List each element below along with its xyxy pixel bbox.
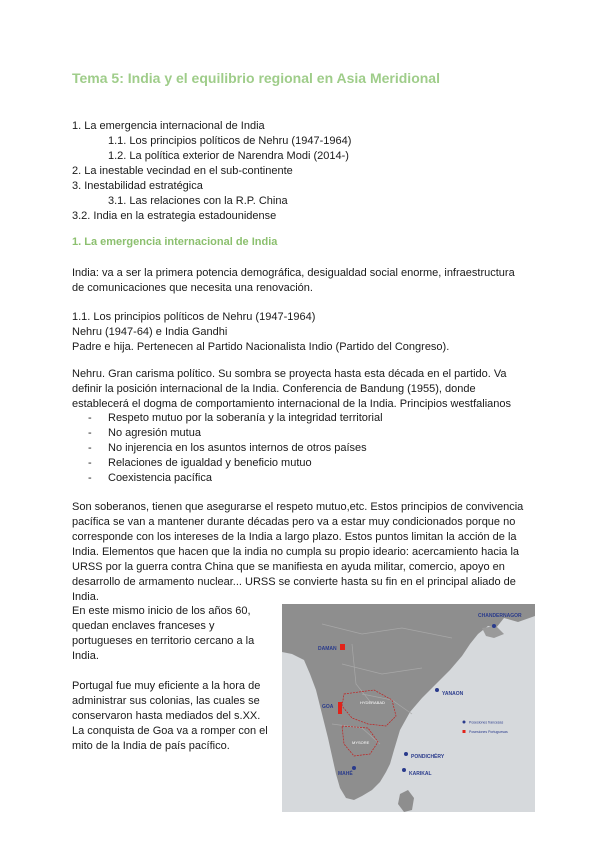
legend-portuguese-icon <box>463 730 466 733</box>
principles-list <box>88 411 383 486</box>
toc-item: 3.2. India en la estrategia estadounidense <box>72 210 277 222</box>
page-title: Tema 5: India y el equilibrio regional en Asia Meridional <box>72 70 440 86</box>
text-line: quedan enclaves franceses y <box>72 620 215 632</box>
table-of-contents <box>72 119 351 224</box>
text-line: India. Elementos que hacen que la india no cumpla su propio ideario: acercamiento hacia la <box>72 546 520 558</box>
text-line: Padre e hija. Pertenecen al Partido Nacionalista Indio (Partido del Congreso). <box>72 341 450 353</box>
map-svg <box>282 604 535 812</box>
toc-item: 3. Inestabilidad estratégica <box>72 180 203 192</box>
mahe-label: MAHÉ <box>338 771 353 777</box>
list-item: - No injerencia en los asuntos internos de otros países <box>88 442 367 454</box>
list-item: - No agresión mutua <box>88 427 201 439</box>
list-item: - Relaciones de igualdad y beneficio mutuo <box>88 457 312 469</box>
text-line: definir la posición internacional de la India. Conferencia de Bandung (1955), donde <box>72 383 476 395</box>
toc-item: 1.1. Los principios políticos de Nehru (1947-1964) <box>108 135 352 147</box>
text-line <box>72 664 268 679</box>
text-line: India: va a ser la primera potencia demográfica, desigualdad social enorme, infraestructura <box>72 267 515 279</box>
text-line: mito de la India de país pacífico. <box>72 740 230 752</box>
colonial-enclaves-map <box>282 604 535 812</box>
daman-label: DAMAN <box>318 646 337 652</box>
yanaon-marker <box>435 688 439 692</box>
toc-item: 1. La emergencia internacional de India <box>72 120 265 132</box>
karikal-label: KARIKAL <box>409 771 432 777</box>
mysore-label: MYSORE <box>352 740 370 745</box>
text-line: desarrollo de armamento nuclear... URSS se convierte hasta su fin en el principal aliado de <box>72 576 516 588</box>
text-line: corresponde con los intereses de la India a largo plazo. Estos puntos limitan la acción de la <box>72 531 517 543</box>
bullet-dash: - <box>88 412 92 424</box>
text-line: Nehru. Gran carisma político. Su sombra se proyecta hasta esta década en el partido. Va <box>72 368 507 380</box>
text-line: pacífica se van a mantener durante décadas pero va a estar muy condicionados porque no <box>72 516 516 528</box>
nehru-paragraph <box>72 367 532 412</box>
section-heading: 1. La emergencia internacional de India <box>72 236 278 248</box>
nehru-block <box>72 310 532 355</box>
text-line: En este mismo inicio de los años 60, <box>72 605 251 617</box>
text-line: URSS por la guerra contra China que se manifiesta en ayuda militar, comercio, apoyo en <box>72 561 505 573</box>
list-item: - Respeto mutuo por la soberanía y la integridad territorial <box>88 412 383 424</box>
bullet-dash: - <box>88 427 92 439</box>
mahe-marker <box>352 766 356 770</box>
chandernagor-marker <box>492 624 496 628</box>
bullet-dash: - <box>88 472 92 484</box>
karikal-marker <box>402 768 406 772</box>
pondichery-label: PONDICHÉRY <box>411 754 445 760</box>
legend-french-icon <box>463 721 466 724</box>
text-line: Nehru (1947-64) e India Gandhi <box>72 326 228 338</box>
text-line: India. <box>72 591 99 603</box>
daman-marker <box>340 644 345 650</box>
goa-label: GOA <box>322 704 334 710</box>
sovereign-paragraph <box>72 500 532 605</box>
yanaon-label: YANAON <box>442 691 464 697</box>
text-line: administrar sus colonias, las cuales se <box>72 695 260 707</box>
bullet-dash: - <box>88 457 92 469</box>
intro-paragraph <box>72 266 532 296</box>
text-line: establecerá el dogma de comportamiento internacional de la India. Principios westfalianos <box>72 398 512 410</box>
chandernagor-label: CHANDERNAGOR <box>478 613 522 619</box>
text-line: conservaron hasta mediados del s.XX. <box>72 710 261 722</box>
bullet-dash: - <box>88 442 92 454</box>
side-text <box>72 604 268 754</box>
text-line: Son soberanos, tienen que asegurarse el respeto mutuo,etc. Estos principios de convivencia <box>72 501 524 513</box>
legend-french-label: Posesiones francesas <box>469 720 504 725</box>
toc-item: 2. La inestable vecindad en el sub-continente <box>72 165 293 177</box>
subsection-heading: 1.1. Los principios políticos de Nehru (1947-1964) <box>72 311 316 323</box>
legend-portuguese-label: Posesiones Portuguesas <box>469 730 508 734</box>
text-line: portugueses en territorio cercano a la <box>72 635 255 647</box>
toc-item: 1.2. La política exterior de Narendra Modi (2014-) <box>108 150 349 162</box>
toc-item: 3.1. Las relaciones con la R.P. China <box>108 195 288 207</box>
text-line: de comunicaciones que necesita una renovación. <box>72 282 313 294</box>
pondichery-marker <box>404 752 408 756</box>
text-line: La conquista de Goa va a romper con el <box>72 725 268 737</box>
list-item: - Coexistencia pacífica <box>88 472 212 484</box>
text-line: Portugal fue muy eficiente a la hora de <box>72 680 261 692</box>
text-line: India. <box>72 650 99 662</box>
hyderabad-label: HYDERABAD <box>360 700 385 705</box>
goa-marker <box>338 702 342 714</box>
